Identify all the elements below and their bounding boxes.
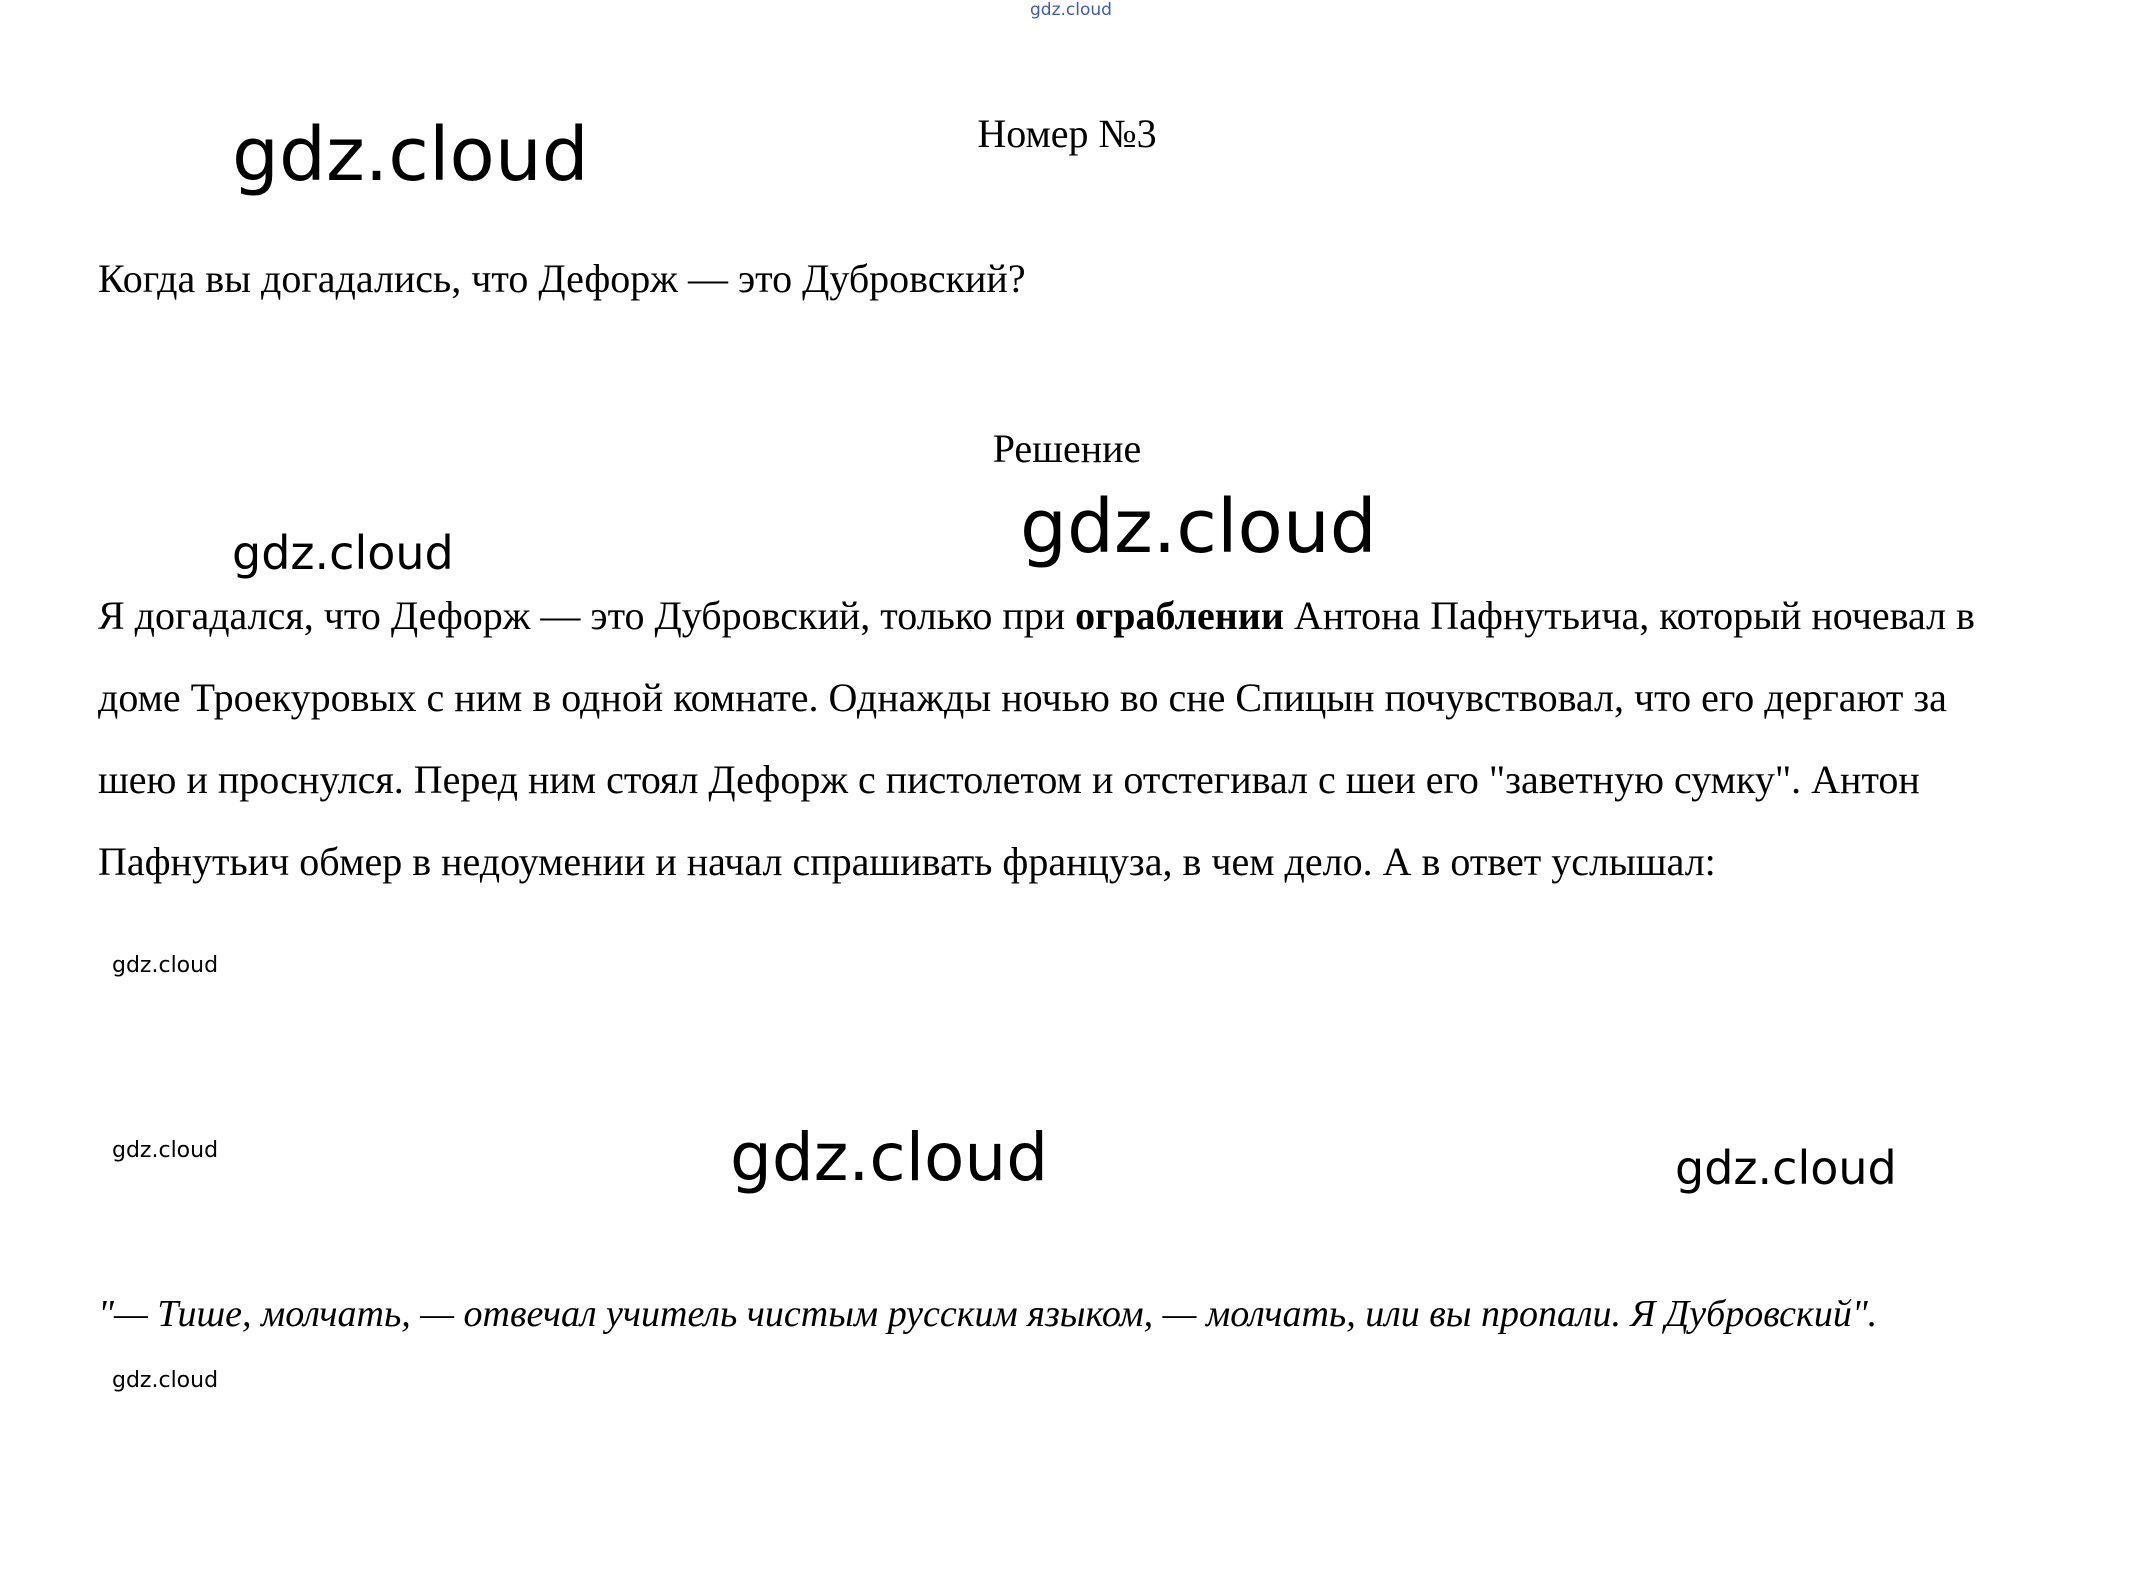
quote-text: "— Тише, молчать, — отвечал учитель чистым русским языком, — молчать, или вы пропали. Я Дубровский". <box>98 1293 1878 1335</box>
watermark-right-bottom: gdz.cloud <box>1675 1141 1897 1195</box>
solution-heading: Решение <box>992 426 1142 471</box>
watermark-mini-1: gdz.cloud <box>112 953 219 978</box>
watermark-left-mid: gdz.cloud <box>232 526 454 580</box>
watermark-center-top: gdz.cloud <box>1020 484 1377 570</box>
watermark-mini-3: gdz.cloud <box>112 1368 219 1393</box>
watermark-center-bottom: gdz.cloud <box>730 1119 1049 1196</box>
watermark-mini-2: gdz.cloud <box>112 1138 219 1163</box>
watermark-left-top: gdz.cloud <box>232 112 589 198</box>
answer-part-1: Я догадался, что Дефорж — это Дубровский, только при <box>98 593 1076 638</box>
answer-emphasis: ограблении <box>1075 593 1284 638</box>
question-text: Когда вы догадались, что Дефорж — это Дубровский? <box>98 256 1026 301</box>
answer-part-2: Антона Пафнутьича, который ночевал в доме Троекуровых с ним в одной комнате. Однажды ночью во сне Спицын почувствовал, что его дергают за шею и проснулся. Перед ним стоял Дефорж с пистолетом и отстегивал с шеи его "заветную сумку". Антон Пафнутьич обмер в недоумении и начал спрашивать француза, в чем дело. А в ответ услышал: <box>98 593 1975 884</box>
answer-text <box>98 575 2028 903</box>
watermark-top-center: gdz.cloud <box>1030 0 1112 20</box>
page-title: Номер №3 <box>977 111 1157 156</box>
